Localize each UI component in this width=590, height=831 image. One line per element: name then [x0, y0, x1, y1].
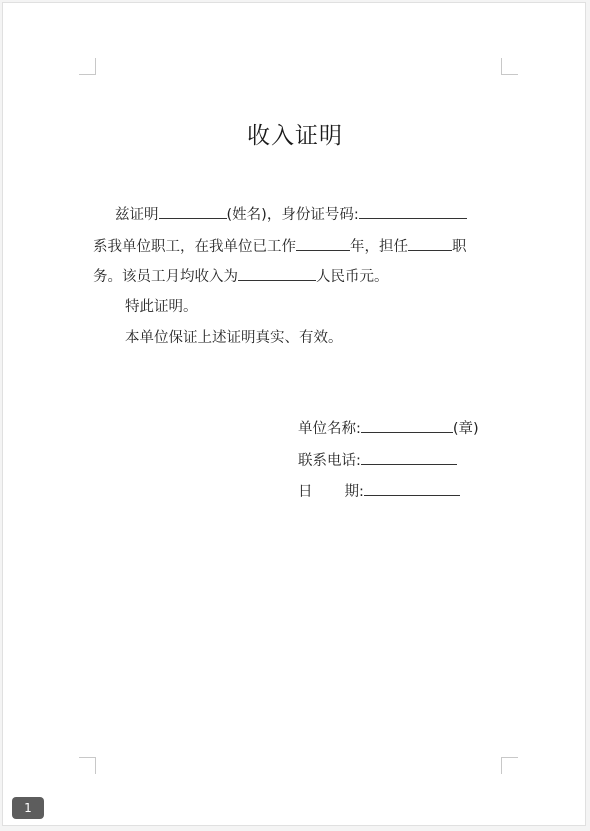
line2-text-a: 系我单位职工，在我单位已工作	[93, 239, 296, 255]
phone-blank	[361, 450, 457, 465]
unit-name-label: 单位名称:	[298, 421, 361, 437]
body-line-5: 本单位保证上述证明真实、有效。	[125, 330, 343, 346]
margin-marker-top-right	[501, 58, 518, 75]
body-line-3	[93, 265, 513, 286]
signature-phone-row	[298, 449, 457, 470]
position-blank	[408, 236, 452, 251]
page-number-badge[interactable]: 1	[12, 797, 44, 819]
seal-label: (章)	[452, 421, 479, 437]
signature-unit-row	[298, 417, 479, 438]
date-label-b: 期:	[344, 484, 364, 500]
margin-marker-top-left	[79, 58, 96, 75]
line3-text-b: 人民币元。	[316, 269, 389, 285]
body-line-1	[93, 203, 535, 224]
margin-marker-bottom-left	[79, 757, 96, 774]
line1-text-b: (姓名)，身份证号码:	[226, 207, 359, 223]
name-blank	[159, 204, 227, 219]
date-label-a: 日	[298, 484, 313, 500]
signature-date-row	[298, 480, 460, 501]
income-blank	[238, 266, 316, 281]
id-number-blank	[359, 204, 467, 219]
line3-text-a: 务。该员工月均收入为	[93, 269, 238, 285]
date-blank	[364, 481, 460, 496]
document-title: 收入证明	[247, 123, 343, 149]
years-blank	[296, 236, 350, 251]
phone-label: 联系电话:	[298, 453, 361, 469]
unit-name-blank	[361, 418, 453, 433]
line2-text-c: 职	[452, 239, 467, 255]
line2-text-b: 年，担任	[350, 239, 408, 255]
line1-text-a: 兹证明	[115, 207, 159, 223]
body-line-2	[93, 235, 513, 256]
document-page	[2, 2, 586, 826]
margin-marker-bottom-right	[501, 757, 518, 774]
body-line-4: 特此证明。	[125, 299, 198, 315]
